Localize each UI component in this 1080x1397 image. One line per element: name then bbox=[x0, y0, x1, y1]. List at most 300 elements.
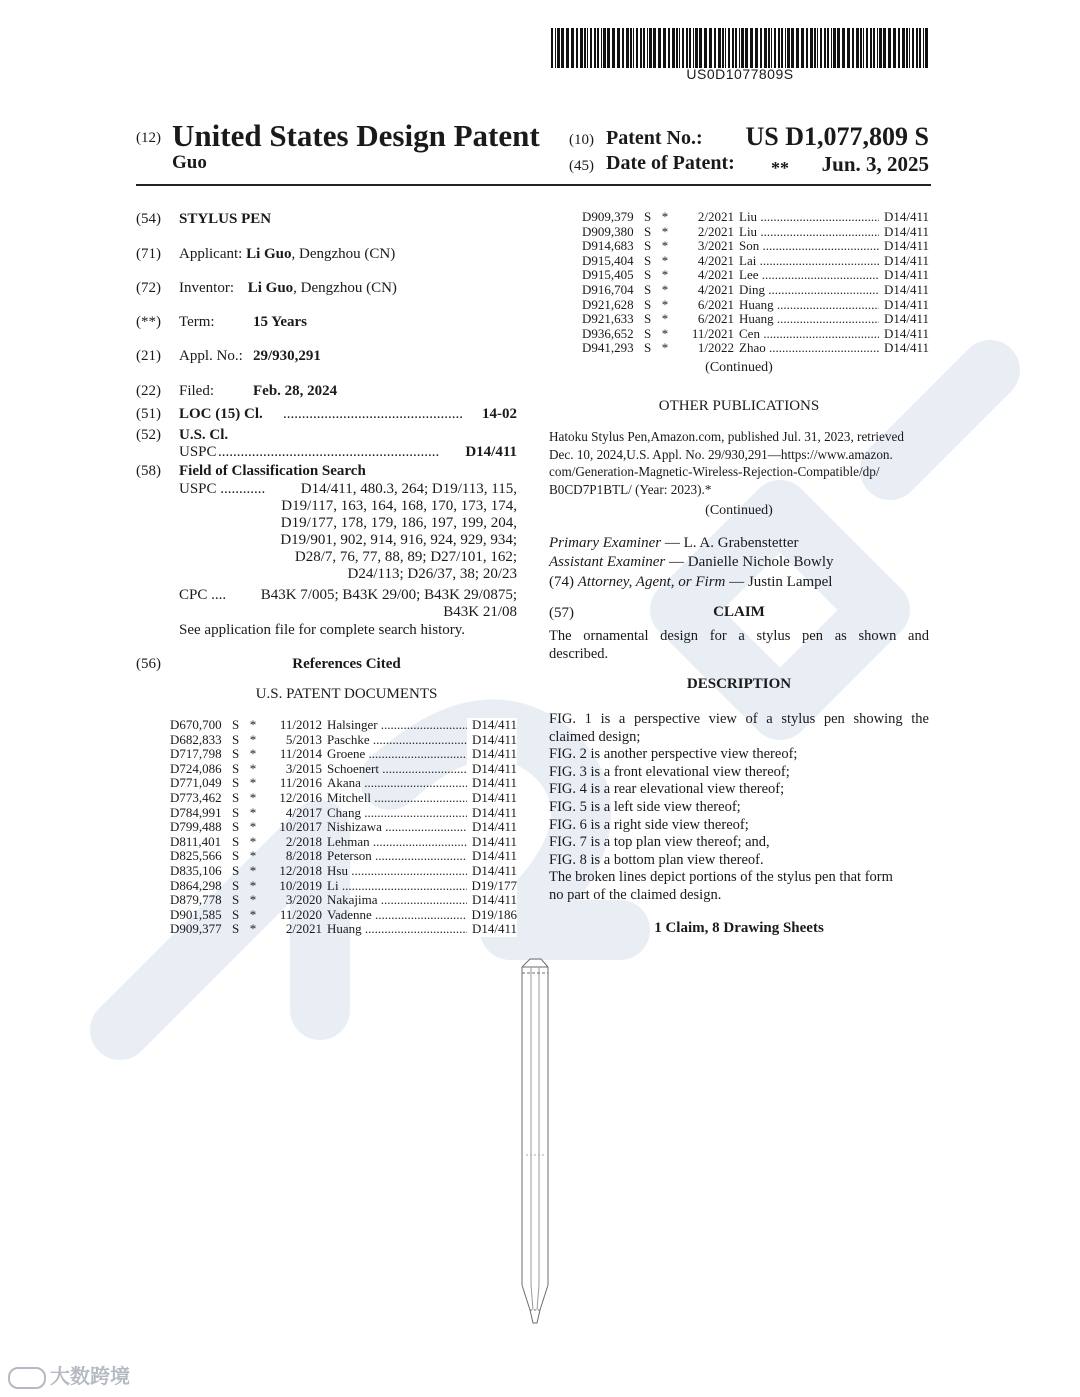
barcode-bar bbox=[732, 28, 734, 68]
reference-kind: S bbox=[232, 731, 240, 747]
barcode-bar bbox=[866, 28, 868, 68]
reference-date: 4/2021 bbox=[697, 252, 734, 268]
inventor-location: , Dengzhou (CN) bbox=[293, 280, 397, 296]
reference-cited-by-examiner: * bbox=[249, 775, 257, 791]
barcode-bar bbox=[883, 28, 886, 68]
reference-row bbox=[582, 312, 929, 327]
reference-date: 8/2018 bbox=[285, 848, 322, 864]
search-cpc-prefix: CPC .... bbox=[179, 587, 227, 603]
claim-line: The ornamental design for a stylus pen as shown and bbox=[549, 628, 929, 644]
code-45: (45) bbox=[569, 158, 594, 174]
reference-class: D14/411 bbox=[467, 922, 517, 937]
reference-name: Groene ..... bbox=[327, 747, 467, 762]
barcode-bar bbox=[879, 28, 882, 68]
reference-number: D901,585 bbox=[170, 906, 222, 922]
reference-name: Chang ..... bbox=[327, 806, 467, 821]
reference-class: D14/411 bbox=[879, 327, 929, 342]
reference-name: Halsinger ..... bbox=[327, 718, 467, 733]
barcode-bar bbox=[909, 28, 910, 68]
barcode-bar bbox=[676, 28, 678, 68]
other-publications-title: OTHER PUBLICATIONS bbox=[658, 398, 820, 414]
loc-value: 14-02 bbox=[482, 406, 517, 422]
barcode-bar bbox=[741, 28, 744, 68]
barcode-bar bbox=[739, 28, 740, 68]
barcode-bar bbox=[728, 28, 730, 68]
description-line: FIG. 6 is a right side view thereof; bbox=[549, 816, 749, 833]
attorney-label: Attorney, Agent, or Firm bbox=[577, 574, 726, 590]
us-patent-documents-table-left bbox=[170, 718, 517, 937]
other-publications-line: B0CD7P1BTL/ (Year: 2023).* bbox=[549, 481, 712, 497]
footer-logo bbox=[8, 1360, 130, 1389]
reference-row bbox=[170, 806, 517, 821]
reference-date: 3/2021 bbox=[697, 238, 734, 254]
reference-kind: S bbox=[232, 746, 240, 762]
reference-kind: S bbox=[232, 906, 240, 922]
barcode-bar bbox=[831, 28, 832, 68]
barcode-bar bbox=[682, 28, 684, 68]
barcode-bar bbox=[622, 28, 624, 68]
barcode-bar bbox=[837, 28, 840, 68]
barcode-bar bbox=[672, 28, 675, 68]
reference-kind: S bbox=[232, 717, 240, 732]
claim-title: CLAIM bbox=[713, 604, 765, 620]
barcode-bar bbox=[643, 28, 645, 68]
reference-class: D14/411 bbox=[467, 849, 517, 864]
reference-cited-by-examiner: * bbox=[249, 862, 257, 878]
reference-kind: S bbox=[644, 223, 652, 239]
reference-number: D825,566 bbox=[170, 848, 222, 864]
barcode-bar bbox=[601, 28, 602, 68]
reference-kind: S bbox=[232, 848, 240, 864]
reference-date: 6/2021 bbox=[697, 311, 734, 327]
barcode-bar bbox=[571, 28, 574, 68]
barcode-bar bbox=[860, 28, 862, 68]
reference-number: D909,380 bbox=[582, 223, 634, 239]
reference-class: D14/411 bbox=[879, 312, 929, 327]
barcode-bar bbox=[597, 28, 599, 68]
reference-class: D14/411 bbox=[467, 835, 517, 850]
reference-cited-by-examiner: * bbox=[249, 717, 257, 732]
other-publications-line: Hatoku Stylus Pen,Amazon.com, published Jul. 31, 2023, retrieved bbox=[549, 429, 904, 444]
reference-number: D915,405 bbox=[582, 267, 634, 283]
attorney-agent bbox=[549, 574, 832, 592]
inventor-field bbox=[179, 280, 397, 297]
barcode-bar bbox=[668, 28, 670, 68]
barcode-bar bbox=[820, 28, 822, 68]
reference-cited-by-examiner: * bbox=[661, 311, 669, 327]
barcode-bar bbox=[725, 28, 726, 68]
reference-class: D14/411 bbox=[879, 268, 929, 283]
barcode-bar bbox=[863, 28, 864, 68]
code-21: (21) bbox=[136, 348, 161, 364]
reference-kind: S bbox=[644, 325, 652, 341]
reference-number: D921,628 bbox=[582, 296, 634, 312]
barcode-bar bbox=[649, 28, 652, 68]
term-value: 15 Years bbox=[253, 314, 308, 330]
document-title: United States Design Patent bbox=[172, 118, 540, 153]
reference-number: D909,379 bbox=[582, 209, 634, 224]
reference-row bbox=[170, 908, 517, 923]
reference-number: D915,404 bbox=[582, 252, 634, 268]
claim-line: described. bbox=[549, 645, 609, 662]
reference-class: D14/411 bbox=[467, 791, 517, 806]
reference-name: Huang ..... bbox=[739, 312, 879, 327]
reference-number: D773,462 bbox=[170, 789, 222, 805]
references-cited-title: References Cited bbox=[292, 656, 401, 672]
patent-number: US D1,077,809 S bbox=[745, 122, 929, 151]
reference-number: D909,377 bbox=[170, 921, 222, 937]
attorney-value: — Justin Lampel bbox=[725, 574, 833, 590]
description-line: FIG. 1 is a perspective view of a stylus pen showing the bbox=[549, 711, 929, 727]
reference-row bbox=[170, 776, 517, 791]
barcode-bar bbox=[873, 28, 875, 68]
reference-row bbox=[170, 820, 517, 835]
reference-number: D916,704 bbox=[582, 281, 634, 297]
barcode-bar bbox=[842, 28, 845, 68]
reference-name: Schoenert ..... bbox=[327, 762, 467, 777]
reference-cited-by-examiner: * bbox=[661, 296, 669, 312]
search-uspc-list bbox=[280, 481, 517, 583]
barcode bbox=[551, 28, 929, 68]
barcode-bar bbox=[555, 28, 556, 68]
reference-name: Li ..... bbox=[327, 879, 467, 894]
stylus-pen-drawing bbox=[500, 955, 570, 1335]
reference-date: 5/2013 bbox=[285, 731, 322, 747]
reference-row bbox=[582, 225, 929, 240]
search-uspc-line: D19/901, 902, 914, 916, 924, 929, 934; bbox=[280, 532, 517, 548]
reference-cited-by-examiner: * bbox=[249, 833, 257, 849]
uspc-value: D14/411 bbox=[465, 444, 517, 460]
reference-class: D19/177 bbox=[467, 879, 517, 894]
reference-number: D799,488 bbox=[170, 819, 222, 835]
reference-row bbox=[170, 718, 517, 733]
barcode-bar bbox=[898, 28, 900, 68]
reference-cited-by-examiner: * bbox=[249, 819, 257, 835]
reference-name: Akana ..... bbox=[327, 776, 467, 791]
barcode-bar bbox=[912, 28, 914, 68]
barcode-bar bbox=[695, 28, 698, 68]
description-line: claimed design; bbox=[549, 728, 641, 745]
barcode-bar bbox=[827, 28, 829, 68]
barcode-bar bbox=[557, 28, 560, 68]
reference-name: Hsu ..... bbox=[327, 864, 467, 879]
reference-name: Son ..... bbox=[739, 239, 879, 254]
barcode-bar bbox=[906, 28, 908, 68]
assistant-examiner bbox=[549, 554, 834, 572]
reference-cited-by-examiner: * bbox=[661, 209, 669, 224]
reference-kind: S bbox=[644, 209, 652, 224]
patent-no-label: Patent No.: bbox=[606, 127, 703, 149]
primary-examiner-value: — L. A. Grabenstetter bbox=[661, 535, 799, 551]
barcode-bar bbox=[856, 28, 859, 68]
reference-number: D941,293 bbox=[582, 340, 634, 356]
us-patent-documents-table-right bbox=[582, 210, 929, 356]
reference-number: D682,833 bbox=[170, 731, 222, 747]
reference-cited-by-examiner: * bbox=[661, 281, 669, 297]
applicant-name: Li Guo bbox=[246, 246, 292, 262]
description-line: FIG. 7 is a top plan view thereof; and, bbox=[549, 834, 770, 851]
footer-logo-text: 大数跨境 bbox=[50, 1364, 130, 1388]
reference-date: 12/2018 bbox=[279, 862, 322, 878]
description-title: DESCRIPTION bbox=[686, 676, 792, 692]
barcode-bar bbox=[663, 28, 666, 68]
reference-class: D14/411 bbox=[879, 283, 929, 298]
search-uspc-line: D14/411, 480.3, 264; D19/113, 115, bbox=[300, 481, 517, 497]
search-uspc-line: D28/7, 76, 77, 88, 89; D27/101, 162; bbox=[294, 549, 517, 565]
reference-row bbox=[170, 791, 517, 806]
us-patent-documents-title: U.S. PATENT DOCUMENTS bbox=[255, 686, 438, 702]
reference-row bbox=[170, 922, 517, 937]
code-72: (72) bbox=[136, 280, 161, 296]
reference-name: Liu ..... bbox=[739, 225, 879, 240]
reference-cited-by-examiner: * bbox=[661, 325, 669, 341]
reference-cited-by-examiner: * bbox=[249, 731, 257, 747]
reference-date: 4/2017 bbox=[285, 804, 322, 820]
search-cpc-list bbox=[261, 587, 517, 621]
header-rule bbox=[136, 184, 931, 186]
barcode-bar bbox=[810, 28, 813, 68]
barcode-bar bbox=[630, 28, 632, 68]
barcode-bar bbox=[714, 28, 716, 68]
reference-name: Huang ..... bbox=[739, 298, 879, 313]
reference-name: Paschke ..... bbox=[327, 733, 467, 748]
barcode-bar bbox=[750, 28, 753, 68]
code-54: (54) bbox=[136, 211, 161, 227]
code-52: (52) bbox=[136, 427, 161, 443]
barcode-bar bbox=[735, 28, 737, 68]
barcode-bar bbox=[852, 28, 854, 68]
description-line: FIG. 8 is a bottom plan view thereof. bbox=[549, 851, 764, 868]
barcode-bar bbox=[778, 28, 780, 68]
logo-icon bbox=[8, 1367, 46, 1389]
reference-number: D724,086 bbox=[170, 760, 222, 776]
barcode-bar bbox=[768, 28, 770, 68]
reference-kind: S bbox=[644, 281, 652, 297]
barcode-bar bbox=[781, 28, 783, 68]
description-line: FIG. 5 is a left side view thereof; bbox=[549, 798, 741, 815]
barcode-bar bbox=[636, 28, 638, 68]
barcode-bar bbox=[870, 28, 872, 68]
reference-date: 11/2021 bbox=[691, 325, 734, 341]
barcode-bar bbox=[566, 28, 569, 68]
barcode-bar bbox=[785, 28, 786, 68]
reference-cited-by-examiner: * bbox=[249, 848, 257, 864]
barcode-bar bbox=[760, 28, 762, 68]
reference-date: 3/2020 bbox=[285, 892, 322, 908]
barcode-bar bbox=[640, 28, 642, 68]
barcode-bar bbox=[718, 28, 721, 68]
reference-class: D14/411 bbox=[467, 762, 517, 777]
reference-date: 1/2022 bbox=[697, 340, 734, 356]
reference-name: Peterson ..... bbox=[327, 849, 467, 864]
code-12: (12) bbox=[136, 130, 161, 146]
reference-class: D14/411 bbox=[879, 341, 929, 356]
barcode-bar bbox=[686, 28, 688, 68]
reference-kind: S bbox=[644, 267, 652, 283]
reference-date: 10/2017 bbox=[279, 819, 322, 835]
reference-date: 2/2021 bbox=[285, 921, 322, 937]
barcode-bar bbox=[801, 28, 804, 68]
appl-no-label: Appl. No.: bbox=[179, 348, 243, 364]
applicant-field bbox=[179, 246, 395, 263]
reference-kind: S bbox=[232, 804, 240, 820]
barcode-bar bbox=[916, 28, 918, 68]
barcode-bar bbox=[796, 28, 799, 68]
other-publications-line: com/Generation-Magnetic-Wireless-Rejection-Compatible/dp/ bbox=[549, 464, 880, 479]
reference-row bbox=[170, 893, 517, 908]
inventor-name: Li Guo bbox=[247, 280, 294, 296]
claims-summary: 1 Claim, 8 Drawing Sheets bbox=[654, 920, 824, 936]
reference-date: 6/2021 bbox=[697, 296, 734, 312]
reference-row bbox=[170, 747, 517, 762]
primary-examiner bbox=[549, 535, 799, 553]
code-58: (58) bbox=[136, 463, 161, 479]
barcode-bar bbox=[833, 28, 836, 68]
description-line: no part of the claimed design. bbox=[549, 886, 722, 903]
reference-number: D835,106 bbox=[170, 862, 222, 878]
reference-row bbox=[170, 835, 517, 850]
reference-number: D914,683 bbox=[582, 238, 634, 254]
reference-row bbox=[582, 210, 929, 225]
barcode-bar bbox=[653, 28, 656, 68]
applicant-label: Applicant: bbox=[179, 246, 243, 262]
reference-cited-by-examiner: * bbox=[661, 223, 669, 239]
reference-cited-by-examiner: * bbox=[661, 340, 669, 356]
barcode-bar bbox=[551, 28, 553, 68]
barcode-bar bbox=[633, 28, 634, 68]
barcode-bar bbox=[791, 28, 794, 68]
reference-name: Huang ..... bbox=[327, 922, 467, 937]
reference-row bbox=[582, 327, 929, 342]
reference-cited-by-examiner: * bbox=[249, 789, 257, 805]
reference-date: 11/2016 bbox=[279, 775, 322, 791]
reference-number: D864,298 bbox=[170, 877, 222, 893]
barcode-bar bbox=[603, 28, 606, 68]
reference-row bbox=[582, 254, 929, 269]
date-of-patent-label: Date of Patent: bbox=[606, 152, 735, 174]
reference-class: D19/186 bbox=[467, 908, 517, 923]
code-71: (71) bbox=[136, 246, 161, 262]
reference-kind: S bbox=[232, 892, 240, 908]
barcode-bar bbox=[590, 28, 592, 68]
reference-row bbox=[582, 341, 929, 356]
reference-kind: S bbox=[644, 238, 652, 254]
code-22: (22) bbox=[136, 383, 161, 399]
barcode-bar bbox=[925, 28, 928, 68]
barcode-bar bbox=[919, 28, 921, 68]
reference-cited-by-examiner: * bbox=[661, 267, 669, 283]
search-cpc-line: B43K 7/005; B43K 29/00; B43K 29/0875; bbox=[260, 587, 517, 603]
reference-kind: S bbox=[232, 921, 240, 937]
reference-date: 2/2018 bbox=[285, 833, 322, 849]
reference-kind: S bbox=[232, 789, 240, 805]
reference-class: D14/411 bbox=[879, 239, 929, 254]
reference-kind: S bbox=[232, 775, 240, 791]
barcode-bar bbox=[587, 28, 588, 68]
loc-label: LOC (15) Cl. bbox=[179, 406, 263, 422]
barcode-bar bbox=[679, 28, 680, 68]
barcode-bar bbox=[617, 28, 620, 68]
date-stars: ** bbox=[771, 158, 789, 178]
reference-class: D14/411 bbox=[467, 820, 517, 835]
inventor-label: Inventor: bbox=[179, 280, 234, 296]
reference-name: Mitchell ..... bbox=[327, 791, 467, 806]
barcode-bar bbox=[647, 28, 648, 68]
reference-number: D717,798 bbox=[170, 746, 222, 762]
reference-date: 2/2021 bbox=[697, 209, 734, 224]
reference-class: D14/411 bbox=[879, 254, 929, 269]
reference-class: D14/411 bbox=[467, 733, 517, 748]
reference-date: 10/2019 bbox=[279, 877, 322, 893]
reference-kind: S bbox=[232, 877, 240, 893]
reference-number: D771,049 bbox=[170, 775, 222, 791]
barcode-bar bbox=[806, 28, 808, 68]
reference-name: Zhao ..... bbox=[739, 341, 879, 356]
description-line: FIG. 3 is a front elevational view thereof; bbox=[549, 763, 790, 780]
reference-date: 4/2021 bbox=[697, 281, 734, 297]
reference-number: D784,991 bbox=[170, 804, 222, 820]
reference-number: D936,652 bbox=[582, 325, 634, 341]
filed-label: Filed: bbox=[179, 383, 215, 399]
reference-kind: S bbox=[644, 296, 652, 312]
reference-kind: S bbox=[232, 862, 240, 878]
other-publications-text bbox=[549, 428, 929, 498]
reference-date: 2/2021 bbox=[697, 223, 734, 239]
field-of-search-label: Field of Classification Search bbox=[179, 463, 366, 479]
reference-kind: S bbox=[644, 311, 652, 327]
reference-cited-by-examiner: * bbox=[249, 804, 257, 820]
reference-cited-by-examiner: * bbox=[661, 252, 669, 268]
reference-number: D921,633 bbox=[582, 311, 634, 327]
reference-cited-by-examiner: * bbox=[249, 760, 257, 776]
reference-date: 3/2015 bbox=[285, 760, 322, 776]
reference-class: D14/411 bbox=[467, 747, 517, 762]
description-line: The broken lines depict portions of the stylus pen that form bbox=[549, 869, 893, 886]
barcode-bar bbox=[824, 28, 826, 68]
reference-class: D14/411 bbox=[879, 298, 929, 313]
reference-class: D14/411 bbox=[467, 718, 517, 733]
reference-cited-by-examiner: * bbox=[661, 238, 669, 254]
reference-date: 11/2012 bbox=[279, 717, 322, 732]
reference-cited-by-examiner: * bbox=[249, 877, 257, 893]
barcode-bar bbox=[658, 28, 661, 68]
filed-value: Feb. 28, 2024 bbox=[253, 383, 338, 399]
assistant-examiner-value: — Danielle Nichole Bowly bbox=[665, 554, 834, 570]
reference-name: Vadenne ..... bbox=[327, 908, 467, 923]
reference-name: Ding ..... bbox=[739, 283, 879, 298]
barcode-bar bbox=[817, 28, 818, 68]
barcode-number: US0D1077809S bbox=[686, 66, 794, 82]
reference-name: Lai ..... bbox=[739, 254, 879, 269]
reference-name: Lehman ..... bbox=[327, 835, 467, 850]
barcode-bar bbox=[699, 28, 702, 68]
barcode-bar bbox=[580, 28, 583, 68]
barcode-bar bbox=[755, 28, 758, 68]
reference-class: D14/411 bbox=[879, 225, 929, 240]
reference-kind: S bbox=[644, 340, 652, 356]
barcode-bar bbox=[764, 28, 767, 68]
reference-row bbox=[170, 849, 517, 864]
barcode-bar bbox=[814, 28, 816, 68]
barcode-bar bbox=[877, 28, 878, 68]
reference-row bbox=[170, 864, 517, 879]
barcode-bar bbox=[576, 28, 578, 68]
reference-date: 4/2021 bbox=[697, 267, 734, 283]
reference-row bbox=[170, 879, 517, 894]
search-uspc-line: D19/177, 178, 179, 186, 197, 199, 204, bbox=[280, 515, 517, 531]
reference-row bbox=[582, 298, 929, 313]
reference-name: Liu ..... bbox=[739, 210, 879, 225]
